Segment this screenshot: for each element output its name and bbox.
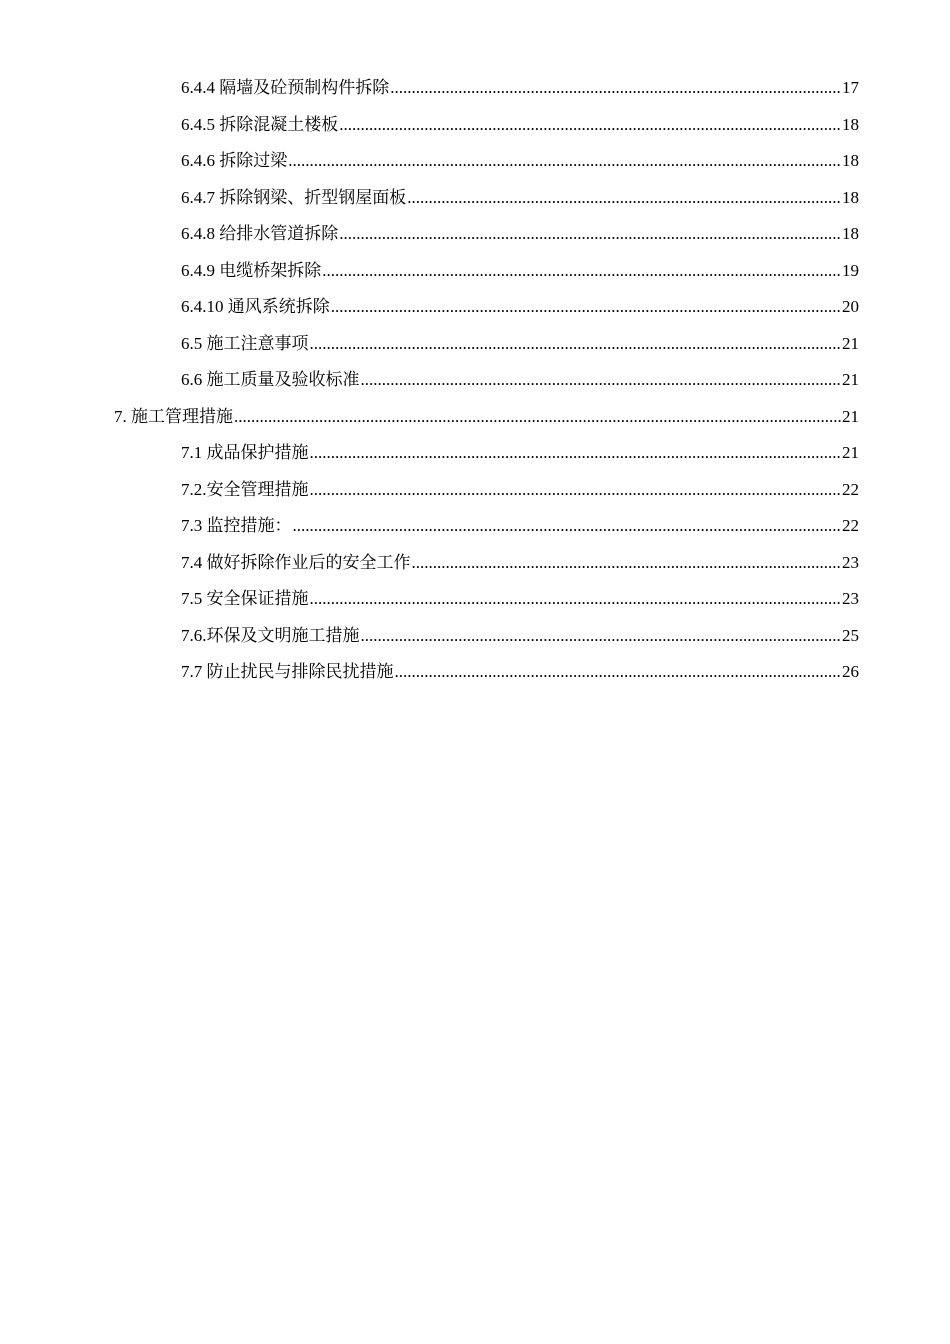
toc-dot-leader — [293, 513, 842, 539]
toc-entry-page: 18 — [842, 151, 859, 170]
toc-dot-leader — [310, 331, 842, 357]
toc-entry[interactable] — [181, 148, 859, 174]
toc-dot-leader — [390, 75, 841, 101]
toc-chapter-entry[interactable] — [114, 404, 859, 430]
toc-entry-title: 7.2.安全管理措施 — [181, 479, 309, 499]
toc-entry-title: 6.4.9 电缆桥架拆除 — [181, 260, 322, 280]
toc-entry-page: 21 — [842, 370, 859, 389]
toc-entry[interactable] — [181, 75, 859, 101]
toc-dot-leader — [310, 586, 842, 612]
toc-entry-page: 21 — [842, 443, 859, 462]
toc-entry-page: 18 — [842, 187, 859, 207]
toc-entry-title: 7.3 监控措施： — [181, 516, 292, 535]
toc-entry-page: 18 — [842, 114, 859, 134]
toc-entry-title: 7.6.环保及文明施工措施 — [181, 625, 360, 645]
toc-entry[interactable] — [181, 477, 859, 503]
toc-entry[interactable] — [181, 331, 859, 357]
toc-dot-leader — [322, 258, 841, 284]
toc-dot-leader — [331, 294, 841, 320]
toc-entry-page: 21 — [842, 333, 859, 353]
toc-entry-title: 6.4.4 隔墙及砼预制构件拆除 — [181, 78, 390, 97]
toc-entry-page: 25 — [842, 625, 859, 645]
toc-dot-leader — [310, 477, 842, 503]
toc-entry[interactable] — [181, 185, 859, 211]
toc-dot-leader — [361, 623, 842, 649]
toc-dot-leader — [339, 112, 841, 138]
toc-entry-page: 21 — [842, 406, 859, 426]
toc-dot-leader — [339, 221, 841, 247]
toc-entry-page: 17 — [842, 78, 859, 97]
toc-entry-title: 6.4.8 给排水管道拆除 — [181, 224, 339, 243]
toc-entry-page: 23 — [842, 552, 859, 572]
toc-dot-leader — [395, 659, 842, 685]
toc-entry-title: 6.4.10 通风系统拆除 — [181, 297, 330, 316]
toc-dot-leader — [361, 367, 842, 393]
toc-entry[interactable] — [181, 440, 859, 466]
toc-entry-page: 19 — [842, 260, 859, 280]
toc-entry-title: 7. 施工管理措施 — [114, 406, 233, 426]
toc-entry-page: 26 — [842, 662, 859, 681]
toc-dot-leader — [412, 550, 842, 576]
toc-entry[interactable] — [181, 112, 859, 138]
toc-entry-title: 6.5 施工注意事项 — [181, 333, 309, 353]
toc-entry[interactable] — [181, 294, 859, 320]
toc-entry-title: 6.4.5 拆除混凝土楼板 — [181, 114, 339, 134]
toc-entry[interactable] — [181, 367, 859, 393]
toc-entry[interactable] — [181, 221, 859, 247]
toc-entry-title: 7.1 成品保护措施 — [181, 443, 309, 462]
toc-entry-page: 22 — [842, 479, 859, 499]
toc-dot-leader — [407, 185, 841, 211]
toc-dot-leader — [310, 440, 842, 466]
toc-entry-title: 6.6 施工质量及验收标准 — [181, 370, 360, 389]
toc-entry[interactable] — [181, 586, 859, 612]
toc-entry-title: 6.4.6 拆除过梁 — [181, 151, 288, 170]
toc-dot-leader — [234, 404, 841, 430]
toc-entry-title: 6.4.7 拆除钢梁、折型钢屋面板 — [181, 187, 407, 207]
toc-entry[interactable] — [181, 258, 859, 284]
toc-entry-page: 22 — [842, 516, 859, 535]
toc-entry-page: 23 — [842, 589, 859, 608]
toc-entry[interactable] — [181, 659, 859, 685]
toc-dot-leader — [288, 148, 841, 174]
toc-entry[interactable] — [181, 623, 859, 649]
toc-entry-page: 18 — [842, 224, 859, 243]
toc-entry[interactable] — [181, 550, 859, 576]
toc-entry-page: 20 — [842, 297, 859, 316]
toc-entry-title: 7.4 做好拆除作业后的安全工作 — [181, 552, 411, 572]
toc-entry-title: 7.7 防止扰民与排除民扰措施 — [181, 662, 394, 681]
toc-entry[interactable] — [181, 513, 859, 539]
toc-entry-title: 7.5 安全保证措施 — [181, 589, 309, 608]
